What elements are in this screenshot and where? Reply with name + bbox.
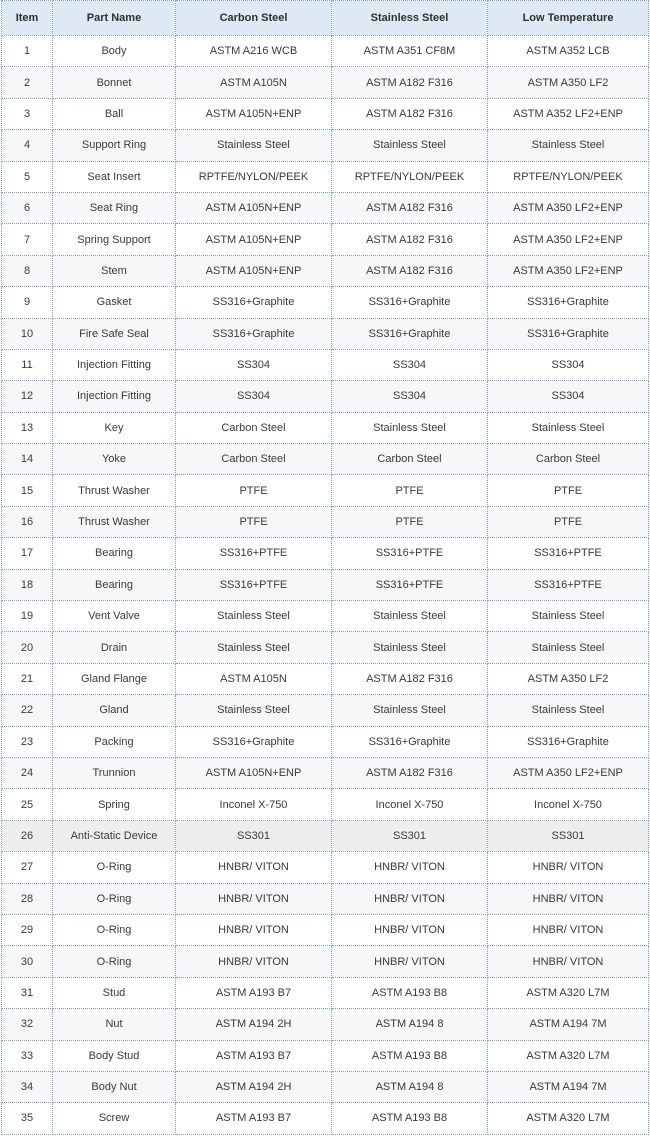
part-name-cell: Spring Support	[53, 224, 176, 255]
table-row	[2, 349, 649, 380]
carbon-steel-material-cell: ASTM A105N	[176, 663, 332, 694]
low-temperature-material-cell: ASTM A352 LCB	[488, 36, 649, 67]
stainless-steel-material-cell: Carbon Steel	[332, 444, 488, 475]
part-name-cell: Body Stud	[53, 1040, 176, 1071]
table-row	[2, 98, 649, 129]
carbon-steel-material-cell: PTFE	[176, 506, 332, 537]
carbon-steel-material-cell: Stainless Steel	[176, 601, 332, 632]
stainless-steel-material-cell: SS316+PTFE	[332, 569, 488, 600]
carbon-steel-material-cell: HNBR/ VITON	[176, 946, 332, 977]
item-number-cell: 15	[2, 475, 53, 506]
stainless-steel-material-cell: ASTM A182 F316	[332, 757, 488, 788]
table-row	[2, 1009, 649, 1040]
stainless-steel-material-cell: Stainless Steel	[332, 632, 488, 663]
low-temperature-material-cell: ASTM A350 LF2	[488, 663, 649, 694]
header-carbon-steel: Carbon Steel	[176, 1, 332, 36]
part-name-cell: Yoke	[53, 444, 176, 475]
stainless-steel-material-cell: RPTFE/NYLON/PEEK	[332, 161, 488, 192]
table-row	[2, 757, 649, 788]
part-name-cell: Injection Fitting	[53, 381, 176, 412]
item-number-cell: 22	[2, 695, 53, 726]
part-name-cell: Seat Ring	[53, 192, 176, 223]
table-row	[2, 726, 649, 757]
stainless-steel-material-cell: SS304	[332, 349, 488, 380]
item-number-cell: 11	[2, 349, 53, 380]
carbon-steel-material-cell: ASTM A105N	[176, 67, 332, 98]
carbon-steel-material-cell: ASTM A194 2H	[176, 1009, 332, 1040]
low-temperature-material-cell: SS304	[488, 349, 649, 380]
table-row	[2, 161, 649, 192]
stainless-steel-material-cell: HNBR/ VITON	[332, 914, 488, 945]
item-number-cell: 17	[2, 538, 53, 569]
low-temperature-material-cell: PTFE	[488, 475, 649, 506]
item-number-cell: 31	[2, 977, 53, 1008]
table-row	[2, 695, 649, 726]
part-name-cell: Thrust Washer	[53, 475, 176, 506]
low-temperature-material-cell: RPTFE/NYLON/PEEK	[488, 161, 649, 192]
low-temperature-material-cell: ASTM A194 7M	[488, 1071, 649, 1102]
carbon-steel-material-cell: SS316+Graphite	[176, 318, 332, 349]
part-name-cell: Body Nut	[53, 1071, 176, 1102]
table-row	[2, 1040, 649, 1071]
table-row	[2, 444, 649, 475]
part-name-cell: Gland	[53, 695, 176, 726]
low-temperature-material-cell: Stainless Steel	[488, 130, 649, 161]
low-temperature-material-cell: Stainless Steel	[488, 632, 649, 663]
item-number-cell: 27	[2, 852, 53, 883]
table-row	[2, 977, 649, 1008]
stainless-steel-material-cell: ASTM A182 F316	[332, 67, 488, 98]
low-temperature-material-cell: HNBR/ VITON	[488, 946, 649, 977]
table-row	[2, 475, 649, 506]
part-name-cell: Trunnion	[53, 757, 176, 788]
carbon-steel-material-cell: SS304	[176, 381, 332, 412]
table-row	[2, 381, 649, 412]
part-name-cell: Gland Flange	[53, 663, 176, 694]
part-name-cell: Gasket	[53, 287, 176, 318]
part-name-cell: Thrust Washer	[53, 506, 176, 537]
stainless-steel-material-cell: Stainless Steel	[332, 601, 488, 632]
part-name-cell: Stem	[53, 255, 176, 286]
materials-table	[1, 0, 649, 1135]
low-temperature-material-cell: ASTM A350 LF2+ENP	[488, 224, 649, 255]
carbon-steel-material-cell: Stainless Steel	[176, 695, 332, 726]
stainless-steel-material-cell: ASTM A194 8	[332, 1009, 488, 1040]
low-temperature-material-cell: PTFE	[488, 506, 649, 537]
stainless-steel-material-cell: Stainless Steel	[332, 130, 488, 161]
low-temperature-material-cell: HNBR/ VITON	[488, 883, 649, 914]
stainless-steel-material-cell: ASTM A182 F316	[332, 224, 488, 255]
stainless-steel-material-cell: Stainless Steel	[332, 695, 488, 726]
item-number-cell: 12	[2, 381, 53, 412]
item-number-cell: 30	[2, 946, 53, 977]
part-name-cell: Spring	[53, 789, 176, 820]
part-name-cell: Packing	[53, 726, 176, 757]
table-row	[2, 255, 649, 286]
item-number-cell: 28	[2, 883, 53, 914]
low-temperature-material-cell: ASTM A320 L7M	[488, 977, 649, 1008]
item-number-cell: 7	[2, 224, 53, 255]
part-name-cell: Bonnet	[53, 67, 176, 98]
table-row	[2, 36, 649, 67]
table-row	[2, 130, 649, 161]
table-row	[2, 538, 649, 569]
item-number-cell: 24	[2, 757, 53, 788]
low-temperature-material-cell: Carbon Steel	[488, 444, 649, 475]
carbon-steel-material-cell: ASTM A193 B7	[176, 1040, 332, 1071]
item-number-cell: 32	[2, 1009, 53, 1040]
item-number-cell: 13	[2, 412, 53, 443]
low-temperature-material-cell: Stainless Steel	[488, 412, 649, 443]
header-low-temperature: Low Temperature	[488, 1, 649, 36]
carbon-steel-material-cell: SS316+PTFE	[176, 538, 332, 569]
carbon-steel-material-cell: HNBR/ VITON	[176, 914, 332, 945]
low-temperature-material-cell: ASTM A320 L7M	[488, 1040, 649, 1071]
carbon-steel-material-cell: ASTM A193 B7	[176, 977, 332, 1008]
part-name-cell: Screw	[53, 1103, 176, 1134]
header-item: Item	[2, 1, 53, 36]
header-stainless-steel: Stainless Steel	[332, 1, 488, 36]
carbon-steel-material-cell: Stainless Steel	[176, 130, 332, 161]
table-row	[2, 506, 649, 537]
carbon-steel-material-cell: Inconel X-750	[176, 789, 332, 820]
item-number-cell: 5	[2, 161, 53, 192]
stainless-steel-material-cell: SS304	[332, 381, 488, 412]
carbon-steel-material-cell: RPTFE/NYLON/PEEK	[176, 161, 332, 192]
part-name-cell: Key	[53, 412, 176, 443]
carbon-steel-material-cell: HNBR/ VITON	[176, 883, 332, 914]
carbon-steel-material-cell: Carbon Steel	[176, 412, 332, 443]
table-row	[2, 632, 649, 663]
stainless-steel-material-cell: SS316+Graphite	[332, 287, 488, 318]
low-temperature-material-cell: ASTM A350 LF2+ENP	[488, 255, 649, 286]
table-row	[2, 663, 649, 694]
item-number-cell: 4	[2, 130, 53, 161]
table-row	[2, 224, 649, 255]
carbon-steel-material-cell: HNBR/ VITON	[176, 852, 332, 883]
part-name-cell: Bearing	[53, 569, 176, 600]
low-temperature-material-cell: SS316+PTFE	[488, 569, 649, 600]
item-number-cell: 14	[2, 444, 53, 475]
table-row	[2, 569, 649, 600]
table-row	[2, 914, 649, 945]
stainless-steel-material-cell: ASTM A193 B8	[332, 1103, 488, 1134]
stainless-steel-material-cell: HNBR/ VITON	[332, 946, 488, 977]
low-temperature-material-cell: ASTM A194 7M	[488, 1009, 649, 1040]
part-name-cell: O-Ring	[53, 852, 176, 883]
carbon-steel-material-cell: ASTM A194 2H	[176, 1071, 332, 1102]
carbon-steel-material-cell: ASTM A105N+ENP	[176, 757, 332, 788]
stainless-steel-material-cell: PTFE	[332, 506, 488, 537]
item-number-cell: 19	[2, 601, 53, 632]
low-temperature-material-cell: HNBR/ VITON	[488, 852, 649, 883]
carbon-steel-material-cell: Carbon Steel	[176, 444, 332, 475]
part-name-cell: Injection Fitting	[53, 349, 176, 380]
part-name-cell: Bearing	[53, 538, 176, 569]
table-row	[2, 883, 649, 914]
stainless-steel-material-cell: SS301	[332, 820, 488, 851]
stainless-steel-material-cell: Stainless Steel	[332, 412, 488, 443]
stainless-steel-material-cell: SS316+PTFE	[332, 538, 488, 569]
carbon-steel-material-cell: Stainless Steel	[176, 632, 332, 663]
part-name-cell: Ball	[53, 98, 176, 129]
stainless-steel-material-cell: HNBR/ VITON	[332, 852, 488, 883]
item-number-cell: 3	[2, 98, 53, 129]
low-temperature-material-cell: Stainless Steel	[488, 601, 649, 632]
carbon-steel-material-cell: ASTM A105N+ENP	[176, 192, 332, 223]
part-name-cell: Anti-Static Device	[53, 820, 176, 851]
stainless-steel-material-cell: Inconel X-750	[332, 789, 488, 820]
item-number-cell: 33	[2, 1040, 53, 1071]
table-row	[2, 287, 649, 318]
part-name-cell: Support Ring	[53, 130, 176, 161]
carbon-steel-material-cell: SS316+PTFE	[176, 569, 332, 600]
part-name-cell: O-Ring	[53, 946, 176, 977]
header-row	[2, 1, 649, 36]
low-temperature-material-cell: SS316+Graphite	[488, 318, 649, 349]
low-temperature-material-cell: ASTM A350 LF2+ENP	[488, 192, 649, 223]
table-row	[2, 318, 649, 349]
low-temperature-material-cell: ASTM A350 LF2	[488, 67, 649, 98]
item-number-cell: 35	[2, 1103, 53, 1134]
part-name-cell: O-Ring	[53, 883, 176, 914]
carbon-steel-material-cell: ASTM A105N+ENP	[176, 255, 332, 286]
header-part-name: Part Name	[53, 1, 176, 36]
stainless-steel-material-cell: SS316+Graphite	[332, 318, 488, 349]
stainless-steel-material-cell: ASTM A182 F316	[332, 663, 488, 694]
low-temperature-material-cell: HNBR/ VITON	[488, 914, 649, 945]
item-number-cell: 18	[2, 569, 53, 600]
table-row	[2, 67, 649, 98]
item-number-cell: 21	[2, 663, 53, 694]
item-number-cell: 16	[2, 506, 53, 537]
stainless-steel-material-cell: ASTM A182 F316	[332, 255, 488, 286]
stainless-steel-material-cell: ASTM A351 CF8M	[332, 36, 488, 67]
table-row	[2, 412, 649, 443]
item-number-cell: 29	[2, 914, 53, 945]
item-number-cell: 1	[2, 36, 53, 67]
low-temperature-material-cell: Inconel X-750	[488, 789, 649, 820]
item-number-cell: 26	[2, 820, 53, 851]
low-temperature-material-cell: ASTM A320 L7M	[488, 1103, 649, 1134]
stainless-steel-material-cell: SS316+Graphite	[332, 726, 488, 757]
table-header	[2, 1, 649, 36]
carbon-steel-material-cell: ASTM A105N+ENP	[176, 98, 332, 129]
part-name-cell: Fire Safe Seal	[53, 318, 176, 349]
table-row	[2, 946, 649, 977]
item-number-cell: 34	[2, 1071, 53, 1102]
table-row	[2, 820, 649, 851]
part-name-cell: Stud	[53, 977, 176, 1008]
item-number-cell: 23	[2, 726, 53, 757]
carbon-steel-material-cell: SS301	[176, 820, 332, 851]
low-temperature-material-cell: Stainless Steel	[488, 695, 649, 726]
low-temperature-material-cell: SS316+PTFE	[488, 538, 649, 569]
table-row	[2, 1071, 649, 1102]
part-name-cell: Vent Valve	[53, 601, 176, 632]
low-temperature-material-cell: SS316+Graphite	[488, 726, 649, 757]
item-number-cell: 2	[2, 67, 53, 98]
table-row	[2, 192, 649, 223]
stainless-steel-material-cell: PTFE	[332, 475, 488, 506]
carbon-steel-material-cell: SS316+Graphite	[176, 726, 332, 757]
item-number-cell: 25	[2, 789, 53, 820]
carbon-steel-material-cell: ASTM A193 B7	[176, 1103, 332, 1134]
item-number-cell: 10	[2, 318, 53, 349]
low-temperature-material-cell: ASTM A350 LF2+ENP	[488, 757, 649, 788]
carbon-steel-material-cell: PTFE	[176, 475, 332, 506]
item-number-cell: 8	[2, 255, 53, 286]
part-name-cell: O-Ring	[53, 914, 176, 945]
table-row	[2, 789, 649, 820]
stainless-steel-material-cell: ASTM A182 F316	[332, 192, 488, 223]
stainless-steel-material-cell: ASTM A193 B8	[332, 1040, 488, 1071]
stainless-steel-material-cell: ASTM A193 B8	[332, 977, 488, 1008]
carbon-steel-material-cell: SS316+Graphite	[176, 287, 332, 318]
stainless-steel-material-cell: ASTM A182 F316	[332, 98, 488, 129]
item-number-cell: 9	[2, 287, 53, 318]
part-name-cell: Drain	[53, 632, 176, 663]
low-temperature-material-cell: SS304	[488, 381, 649, 412]
item-number-cell: 20	[2, 632, 53, 663]
stainless-steel-material-cell: HNBR/ VITON	[332, 883, 488, 914]
table-body	[2, 36, 649, 1135]
table-row	[2, 1103, 649, 1134]
low-temperature-material-cell: SS316+Graphite	[488, 287, 649, 318]
table-row	[2, 852, 649, 883]
carbon-steel-material-cell: SS304	[176, 349, 332, 380]
carbon-steel-material-cell: ASTM A105N+ENP	[176, 224, 332, 255]
carbon-steel-material-cell: ASTM A216 WCB	[176, 36, 332, 67]
part-name-cell: Body	[53, 36, 176, 67]
low-temperature-material-cell: ASTM A352 LF2+ENP	[488, 98, 649, 129]
stainless-steel-material-cell: ASTM A194 8	[332, 1071, 488, 1102]
table-row	[2, 601, 649, 632]
part-name-cell: Nut	[53, 1009, 176, 1040]
item-number-cell: 6	[2, 192, 53, 223]
low-temperature-material-cell: SS301	[488, 820, 649, 851]
part-name-cell: Seat Insert	[53, 161, 176, 192]
